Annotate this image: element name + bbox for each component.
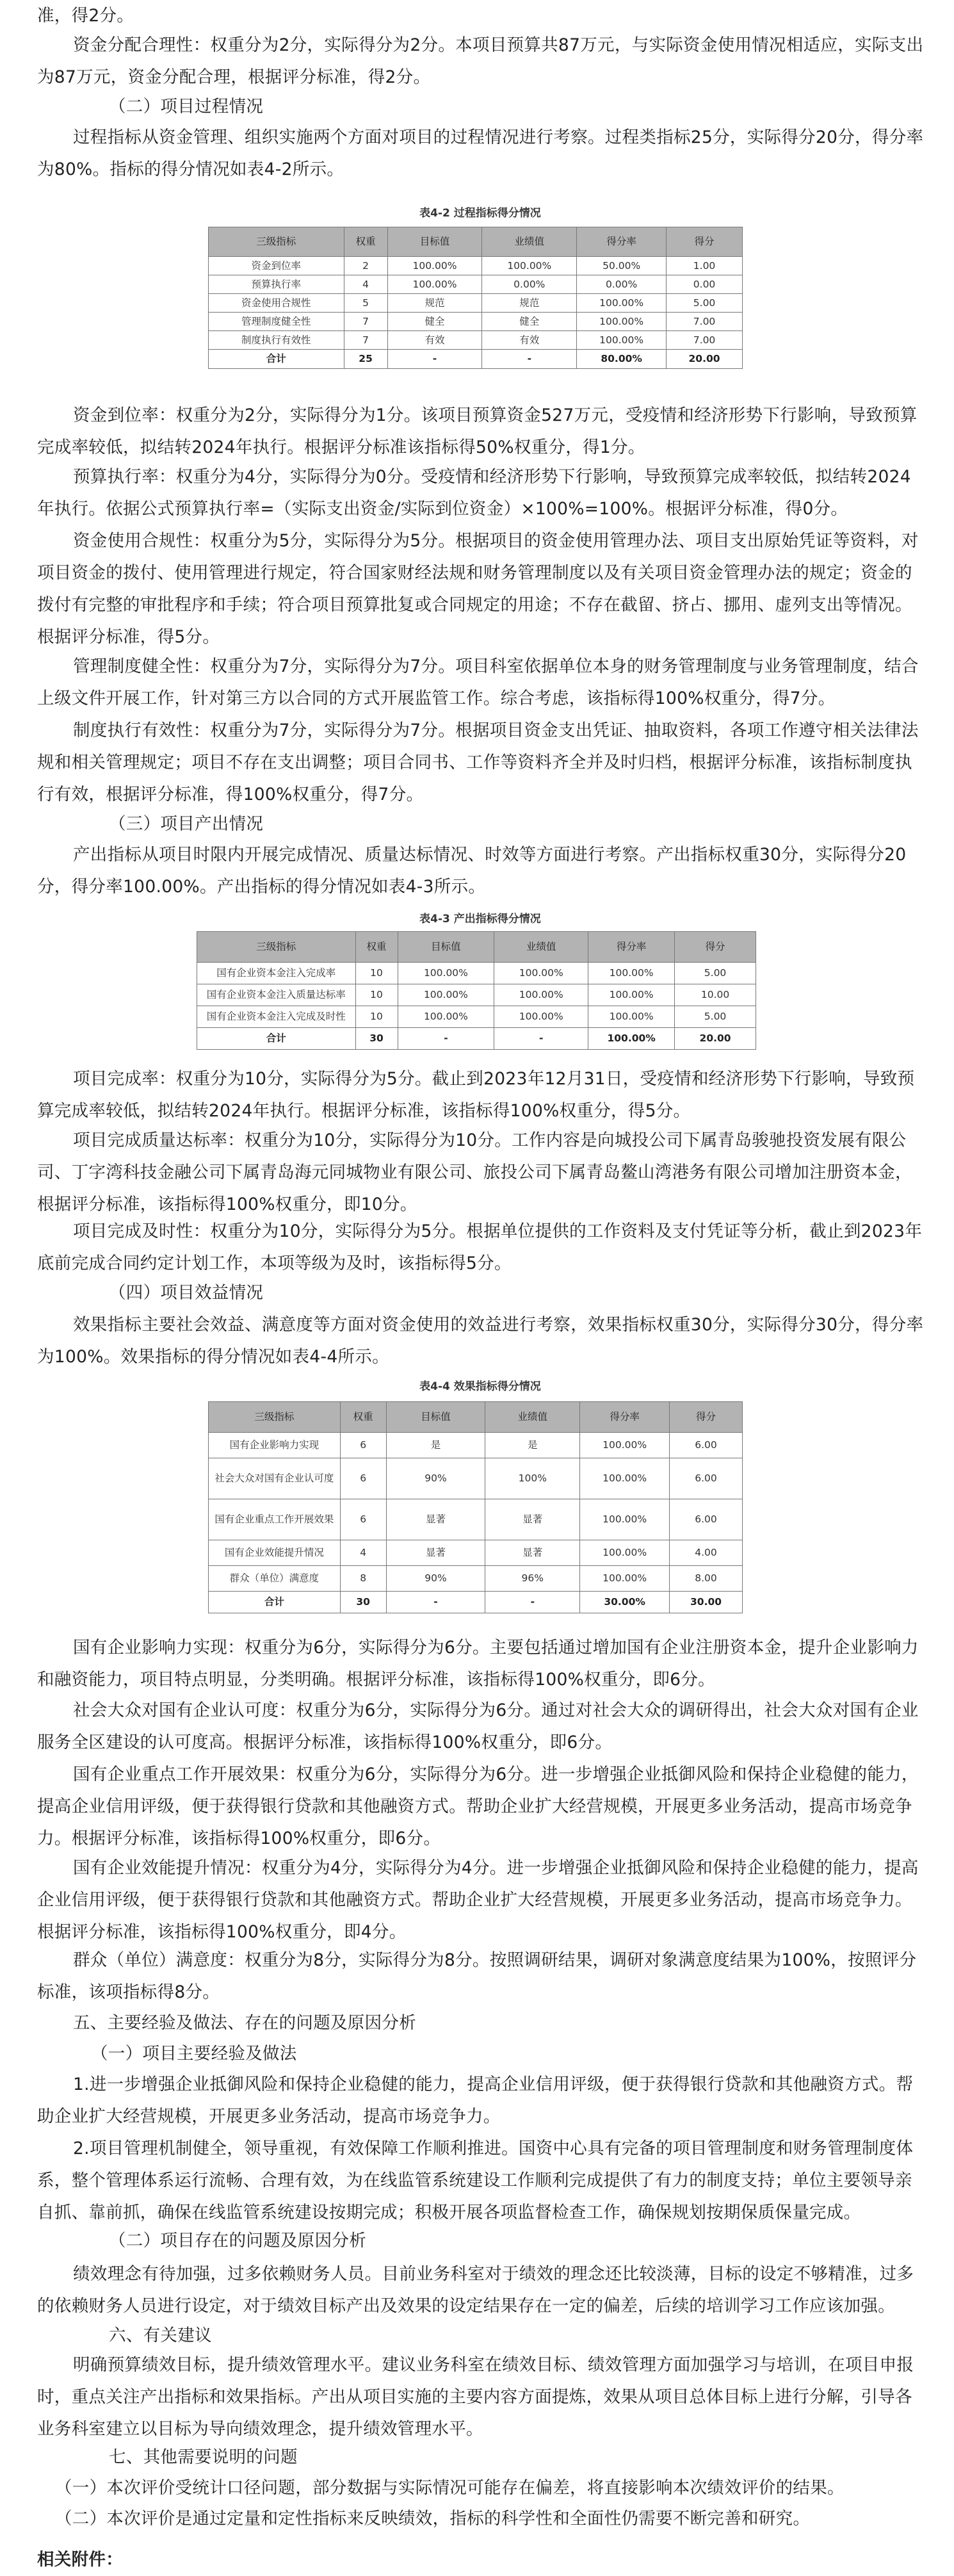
cell: 资金使用合规性 [209,294,344,313]
header-cell: 目标值 [387,227,482,257]
header-cell: 三级指标 [197,932,356,963]
header-cell: 权重 [344,227,387,257]
table-row [209,1566,743,1592]
table-caption: 表4-4 效果指标得分情况 [419,1380,541,1393]
section-heading: （二）项目过程情况 [109,97,264,117]
cell: 100.00% [588,1006,675,1028]
cell: 是 [485,1433,580,1458]
table-caption: 表4-3 产出指标得分情况 [419,913,541,925]
para: 过程指标从资金管理、组织实施两个方面对项目的过程情况进行考察。过程类指标25分，实际得分20分，得分率为80%。指标的得分情况如表4-2所示。 [37,127,924,179]
table-row [209,275,743,294]
table-row [209,1458,743,1499]
para: 项目完成及时性：权重分为10分，实际得分为5分。根据单位提供的工作资料及支付凭证等分析，截止到2023年底前完成合同约定计划工作，本项等级为及时，该指标得5分。 [37,1221,923,1273]
output-indicator-table [197,931,756,1050]
cell: 30 [355,1028,398,1050]
cell: 6.00 [670,1499,743,1540]
para: 预算执行率：权重分为4分，实际得分为0分。受疫情和经济形势下行影响，导致预算完成率较低，拟结转2024年执行。依据公式预算执行率=（实际支出资金/实际到位资金）×100%=100%。根据评分标准，得0分。 [37,467,911,519]
cell: 5.00 [675,963,756,984]
cell: 8 [340,1566,386,1592]
section-heading: 六、有关建议 [109,2326,212,2345]
header-cell: 三级指标 [209,227,344,257]
cell: 管理制度健全性 [209,313,344,331]
cell: - [482,350,577,369]
header-cell: 权重 [340,1402,386,1433]
para: 2.项目管理机制健全，领导重视，有效保障工作顺利推进。国资中心具有完备的项目管理制度和财务管理制度体系，整个管理体系运行流畅、合理有效，为在线监管系统建设工作顺利完成提供了有力的制度支持；单位主要领导亲自抓、靠前抓，确保在线监管系统建设按期完成；积极开展各项监督检查工作，确保规划按期保质保量完成。 [37,2139,914,2222]
cell: 0.00% [577,275,667,294]
para: 1.进一步增强企业抵御风险和保持企业稳健的能力，提高企业信用评级，便于获得银行贷款和其他融资方式。帮助企业扩大经营规模，开展更多业务活动，提高市场竞争力。 [37,2075,914,2126]
cell: 10.00 [675,984,756,1006]
cell: 10 [355,1006,398,1028]
attachments-label: 相关附件： [37,2550,123,2570]
table-row [209,257,743,275]
cell: 6.00 [670,1458,743,1499]
cell: 7 [344,313,387,331]
table-row [209,1540,743,1566]
table-row [197,1006,756,1028]
cell: 90% [386,1458,485,1499]
cell: - [398,1028,494,1050]
cell: 国有企业效能提升情况 [209,1540,341,1566]
header-cell: 得分率 [588,932,675,963]
cell: 30 [340,1592,386,1613]
cell: 4.00 [670,1540,743,1566]
para: 群众（单位）满意度：权重分为8分，实际得分为8分。按照调研结果，调研对象满意度结果为100%，按照评分标准，该项指标得8分。 [37,1950,917,2002]
cell: 有效 [482,331,577,350]
cell: 80.00% [577,350,667,369]
cell: 是 [386,1433,485,1458]
para: 国有企业效能提升情况：权重分为4分，实际得分为4分。进一步增强企业抵御风险和保持企业稳健的能力，提高企业信用评级，便于获得银行贷款和其他融资方式。帮助企业扩大经营规模，开展更多业务活动，提高市场竞争力。根据评分标准，该指标得100%权重分，即4分。 [37,1858,919,1942]
table-row [209,331,743,350]
section-heading: （一）项目主要经验及做法 [91,2044,297,2064]
cell: 100.00% [580,1433,670,1458]
header-cell: 权重 [355,932,398,963]
cell: 规范 [482,294,577,313]
header-cell: 得分率 [577,227,667,257]
cell: 0.00 [667,275,743,294]
cell: 制度执行有效性 [209,331,344,350]
cell: 合计 [209,350,344,369]
para: 社会大众对国有企业认可度：权重分为6分，实际得分为6分。通过对社会大众的调研得出，社会大众对国有企业服务全区建设的认可度高。根据评分标准，该指标得100%权重分，即6分。 [37,1700,919,1752]
header-cell: 目标值 [386,1402,485,1433]
cell: 5 [344,294,387,313]
cell: 2 [344,257,387,275]
cell: 7.00 [667,331,743,350]
para: 国有企业影响力实现：权重分为6分，实际得分为6分。主要包括通过增加国有企业注册资本金，提升企业影响力和融资能力，项目特点明显，分类明确。根据评分标准，该指标得100%权重分，即6分。 [37,1638,919,1690]
cell: 30.00 [670,1592,743,1613]
cell: 100.00% [577,294,667,313]
total-row [197,1028,756,1050]
cell: 10 [355,984,398,1006]
total-row [209,1592,743,1613]
table-row [197,963,756,984]
cell: 4 [340,1540,386,1566]
cell: 6 [340,1433,386,1458]
cell: 100.00% [482,257,577,275]
cell: 100.00% [398,984,494,1006]
cell: 有效 [387,331,482,350]
cell: 资金到位率 [209,257,344,275]
cell: 6 [340,1499,386,1540]
cell: 20.00 [667,350,743,369]
cell: 国有企业资本金注入完成及时性 [197,1006,356,1028]
cell: 100.00% [387,275,482,294]
para: 明确预算绩效目标，提升绩效管理水平。建议业务科室在绩效目标、绩效管理方面加强学习与培训，在项目申报时，重点关注产出指标和效果指标。产出从项目实施的主要内容方面提炼，效果从项目总体目标上进行分解，引导各业务科室建立以目标为导向绩效理念，提升绩效管理水平。 [37,2355,914,2439]
cell: 100.00% [580,1540,670,1566]
cell: 0.00% [482,275,577,294]
header-cell: 业绩值 [494,932,588,963]
para: 资金到位率：权重分为2分，实际得分为1分。该项目预算资金527万元，受疫情和经济形势下行影响，导致预算完成率较低，拟结转2024年执行。根据评分标准该指标得50%权重分，得1分。 [37,405,918,457]
table-row [197,984,756,1006]
header-cell: 业绩值 [482,227,577,257]
cell: 30.00% [580,1592,670,1613]
cell: 100.00% [398,1006,494,1028]
cell: 6 [340,1458,386,1499]
cell: 100.00% [588,1028,675,1050]
para: 产出指标从项目时限内开展完成情况、质量达标情况、时效等方面进行考察。产出指标权重30分，实际得分20分，得分率100.00%。产出指标的得分情况如表4-3所示。 [37,845,907,897]
para: 绩效理念有待加强，过多依赖财务人员。目前业务科室对于绩效的理念还比较淡薄，目标的设定不够精准，过多的依赖财务人员进行设定，对于绩效目标产出及效果的设定结果存在一定的偏差，后续的培训学习工作应该加强。 [37,2264,914,2316]
cell: 100.00% [387,257,482,275]
cell: 100.00% [577,313,667,331]
header-cell: 得分 [670,1402,743,1433]
section-heading: （四）项目效益情况 [109,1283,264,1303]
section-heading: 七、其他需要说明的问题 [109,2447,298,2467]
cell: 100.00% [494,963,588,984]
effect-indicator-table [208,1401,743,1613]
table-caption: 表4-2 过程指标得分情况 [419,207,541,220]
para: 国有企业重点工作开展效果：权重分为6分，实际得分为6分。进一步增强企业抵御风险和保持企业稳健的能力，提高企业信用评级，便于获得银行贷款和其他融资方式。帮助企业扩大经营规模，开展更多业务活动，提高市场竞争力。根据评分标准，该指标得100%权重分，即6分。 [37,1765,919,1848]
cell: 10 [355,963,398,984]
cell: 8.00 [670,1566,743,1592]
table-row [209,294,743,313]
table-row [209,1433,743,1458]
cell: 显著 [386,1499,485,1540]
cell: 国有企业资本金注入质量达标率 [197,984,356,1006]
cell: 国有企业重点工作开展效果 [209,1499,341,1540]
cell: 显著 [485,1540,580,1566]
cell: 100.00% [494,1006,588,1028]
table-row [209,313,743,331]
cell: - [485,1592,580,1613]
para: 项目完成率：权重分为10分，实际得分为5分。截止到2023年12月31日，受疫情和经济形势下行影响，导致预算完成率较低，拟结转2024年执行。根据评分标准，该指标得100%权重分，得5分。 [37,1069,915,1121]
cell: 规范 [387,294,482,313]
cell: 100% [485,1458,580,1499]
cell: 5.00 [667,294,743,313]
cell: 90% [386,1566,485,1592]
cell: 100.00% [580,1566,670,1592]
cell: 7 [344,331,387,350]
section-heading: 五、主要经验及做法、存在的问题及原因分析 [73,2013,416,2033]
section-heading: （三）项目产出情况 [109,814,264,834]
para: （二）本次评价是通过定量和定性指标来反映绩效，指标的科学性和全面性仍需要不断完善和研究。 [55,2509,811,2529]
para: 效果指标主要社会效益、满意度等方面对资金使用的效益进行考察，效果指标权重30分，实际得分30分，得分率为100%。效果指标的得分情况如表4-4所示。 [37,1315,924,1367]
cell: 1.00 [667,257,743,275]
para: 项目完成质量达标率：权重分为10分，实际得分为10分。工作内容是向城投公司下属青岛骏驰投资发展有限公司、丁字湾科技金融公司下属青岛海元同城物业有限公司、旅投公司下属青岛鳌山湾港务有限公司增加注册资本金，根据评分标准，该指标得100%权重分，即10分。 [37,1130,912,1214]
para: 资金分配合理性：权重分为2分，实际得分为2分。本项目预算共87万元，与实际资金使用情况相适应，实际支出为87万元，资金分配合理，根据评分标准，得2分。 [37,35,924,87]
cell: 100.00% [588,984,675,1006]
para: 准，得2分。 [37,6,134,26]
header-cell: 得分率 [580,1402,670,1433]
para: （一）本次评价受统计口径问题，部分数据与实际情况可能存在偏差，将直接影响本次绩效评价的结果。 [55,2478,845,2498]
cell: 国有企业影响力实现 [209,1433,341,1458]
cell: 7.00 [667,313,743,331]
header-cell: 三级指标 [209,1402,341,1433]
cell: 健全 [387,313,482,331]
process-indicator-table [208,227,743,369]
cell: 群众（单位）满意度 [209,1566,341,1592]
cell: 社会大众对国有企业认可度 [209,1458,341,1499]
total-row [209,350,743,369]
cell: 25 [344,350,387,369]
cell: 50.00% [577,257,667,275]
cell: - [387,350,482,369]
cell: 96% [485,1566,580,1592]
cell: 6.00 [670,1433,743,1458]
cell: 合计 [209,1592,341,1613]
para: 资金使用合规性：权重分为5分，实际得分为5分。根据项目的资金使用管理办法、项目支出原始凭证等资料，对项目资金的拨付、使用管理进行规定，符合国家财经法规和财务管理制度以及有关项目资金管理办法的规定；资金的拨付有完整的审批程序和手续；符合项目预算批复或合同规定的用途；不存在截留、挤占、挪用、虚列支出等情况。根据评分标准，得5分。 [37,531,919,647]
para: 管理制度健全性：权重分为7分，实际得分为7分。项目科室依据单位本身的财务管理制度与业务管理制度，结合上级文件开展工作，针对第三方以合同的方式开展监管工作。综合考虑，该指标得100%权重分，得7分。 [37,656,919,708]
header-cell: 业绩值 [485,1402,580,1433]
table-row [209,1499,743,1540]
cell: 显著 [386,1540,485,1566]
header-cell: 目标值 [398,932,494,963]
cell: - [386,1592,485,1613]
cell: 100.00% [580,1458,670,1499]
cell: 100.00% [494,984,588,1006]
cell: 4 [344,275,387,294]
para: 制度执行有效性：权重分为7分，实际得分为7分。根据项目资金支出凭证、抽取资料，各项工作遵守相关法律法规和相关管理规定；项目不存在支出调整；项目合同书、工作等资料齐全并及时归档，根据评分标准，该指标制度执行有效，根据评分标准，得100%权重分，得7分。 [37,721,919,804]
cell: - [494,1028,588,1050]
cell: 国有企业资本金注入完成率 [197,963,356,984]
cell: 100.00% [580,1499,670,1540]
cell: 合计 [197,1028,356,1050]
header-cell: 得分 [667,227,743,257]
cell: 5.00 [675,1006,756,1028]
cell: 100.00% [577,331,667,350]
cell: 100.00% [398,963,494,984]
cell: 20.00 [675,1028,756,1050]
cell: 100.00% [588,963,675,984]
cell: 显著 [485,1499,580,1540]
cell: 预算执行率 [209,275,344,294]
section-heading: （二）项目存在的问题及原因分析 [109,2231,366,2251]
header-cell: 得分 [675,932,756,963]
cell: 健全 [482,313,577,331]
